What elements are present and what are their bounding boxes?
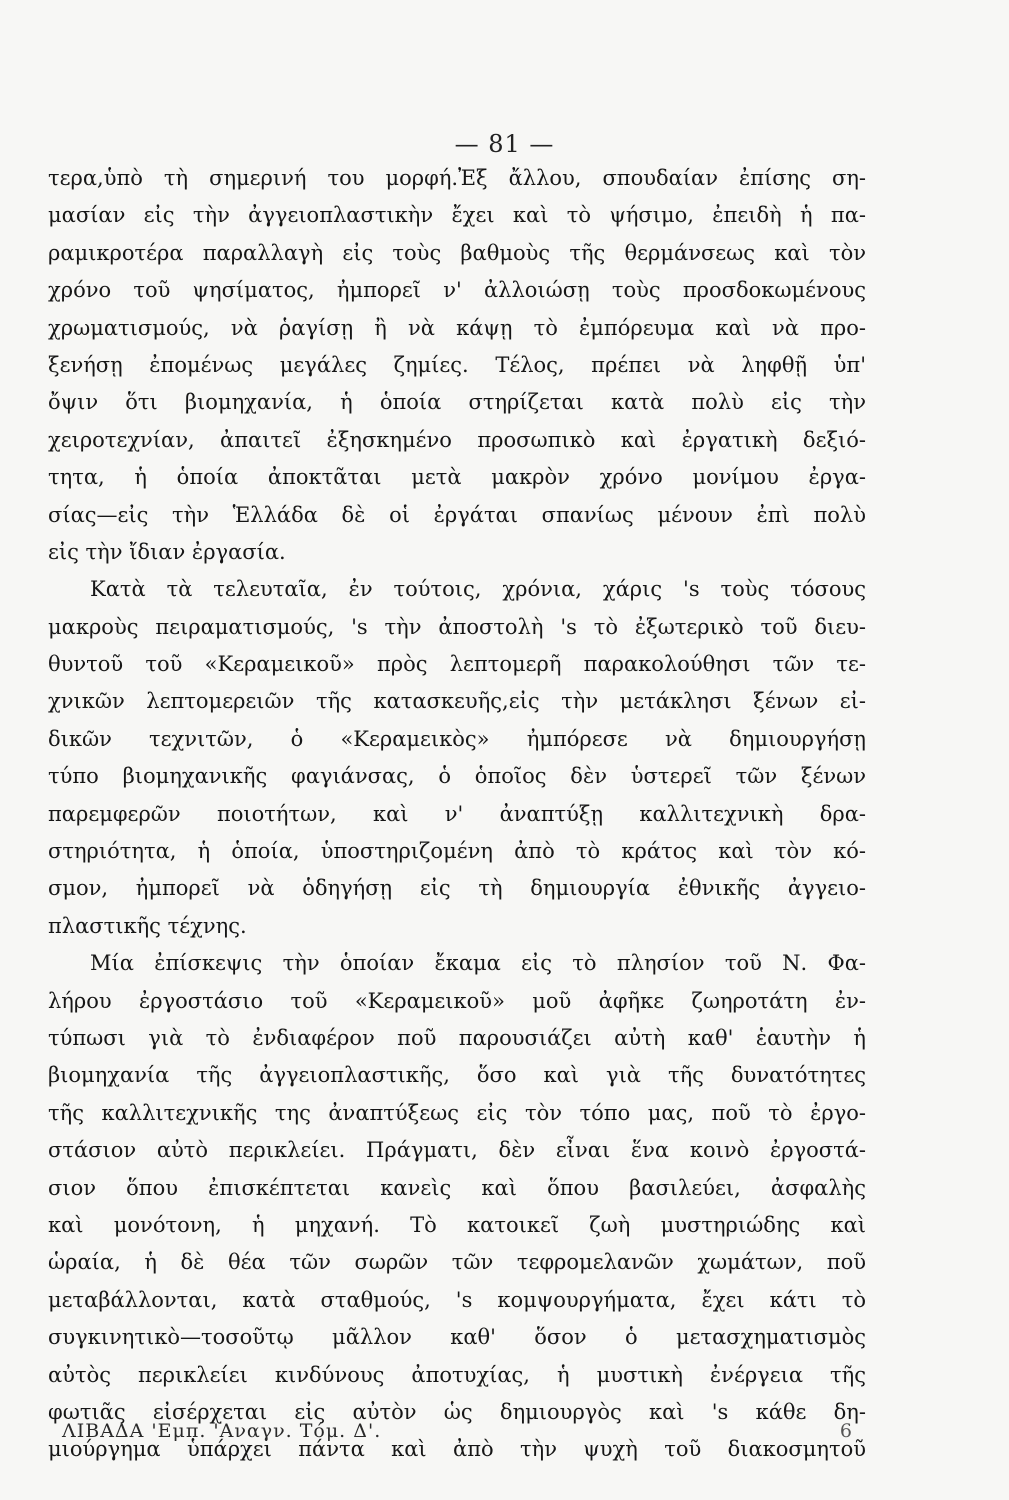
page-number: — 81 —	[454, 130, 555, 158]
text-line: χρωματισμούς, νὰ ῥαγίσῃ ἢ νὰ κάψῃ τὸ ἐμπόρευμα καὶ νὰ προ-	[48, 315, 866, 340]
footer-signature: ΛΙΒΑΔΑ 'Εμπ. 'Αναγν. Τόμ. Δ'.	[62, 1420, 382, 1442]
text-line: βιομηχανία τῆς ἀγγειοπλαστικῆς, ὅσο καὶ γιὰ τῆς δυνατότητες	[48, 1063, 866, 1088]
text-line: εἰς τὴν ἴδιαν ἐργασία.	[48, 539, 286, 564]
text-line: φωτιᾶς εἰσέρχεται εἰς αὐτὸν ὡς δημιουργὸς καὶ 's κάθε δη-	[48, 1399, 866, 1424]
text-line: σιον ὅπου ἐπισκέπτεται κανεὶς καὶ ὅπου βασιλεύει, ἀσφαλὴς	[48, 1175, 866, 1200]
text-line: σμον, ἠμπορεῖ νὰ ὁδηγήσῃ εἰς τὴ δημιουργία ἐθνικῆς ἀγγειο-	[48, 876, 866, 901]
text-line: συγκινητικὸ—τοσοῦτῳ μᾶλλον καθ' ὅσον ὁ μετασχηματισμὸς	[48, 1325, 866, 1350]
text-line: τύπωσι γιὰ τὸ ἐνδιαφέρον ποῦ παρουσιάζει αὐτὴ καθ' ἑαυτὴν ἡ	[48, 1025, 866, 1050]
text-line: μασίαν εἰς τὴν ἀγγειοπλαστικὴν ἔχει καὶ τὸ ψήσιμο, ἐπειδὴ ἡ πα-	[48, 203, 866, 228]
text-line: τητα, ἡ ὁποία ἀποκτᾶται μετὰ μακρὸν χρόνο μονίμου ἐργα-	[48, 465, 866, 490]
paragraph-start-line: Κατὰ τὰ τελευταῖα, ἐν τούτοις, χρόνια, χάρις 's τοὺς τόσους	[90, 577, 866, 602]
text-line: μεταβάλλονται, κατὰ σταθμούς, 's κομψουργήματα, ἔχει κάτι τὸ	[48, 1287, 866, 1312]
paragraph-start-line: Μία ἐπίσκεψις τὴν ὁποίαν ἔκαμα εἰς τὸ πλησίον τοῦ Ν. Φα-	[90, 951, 866, 976]
text-line: πλαστικῆς τέχνης.	[48, 913, 247, 938]
text-line: τῆς καλλιτεχνικῆς της ἀναπτύξεως εἰς τὸν τόπο μας, ποῦ τὸ ἐργο-	[48, 1100, 866, 1125]
text-line: χειροτεχνίαν, ἀπαιτεῖ ἐξησκημένο προσωπικὸ καὶ ἐργατικὴ δεξιό-	[48, 427, 866, 452]
text-line: θυντοῦ τοῦ «Κεραμεικοῦ» πρὸς λεπτομερῆ παρακολούθησι τῶν τε-	[48, 652, 866, 677]
text-line: ὄψιν ὅτι βιομηχανία, ἡ ὁποία στηρίζεται κατὰ πολὺ εἰς τὴν	[48, 390, 866, 415]
text-line: χρόνο τοῦ ψησίματος, ἠμπορεῖ ν' ἀλλοιώσῃ τοὺς προσδοκωμένους	[48, 278, 866, 303]
text-line: δικῶν τεχνιτῶν, ὁ «Κεραμεικὸς» ἠμπόρεσε νὰ δημιουργήσῃ	[48, 726, 866, 751]
text-line: μιούργημα ὑπάρχει πάντα καὶ ἀπὸ τὴν ψυχὴ τοῦ διακοσμητοῦ	[48, 1437, 866, 1462]
text-line: ὡραία, ἡ δὲ θέα τῶν σωρῶν τῶν τεφρομελανῶν χωμάτων, ποῦ	[48, 1250, 866, 1275]
text-line: στάσιον αὐτὸ περικλείει. Πράγματι, δὲν εἶναι ἕνα κοινὸ ἐργοστά-	[48, 1138, 866, 1163]
body-text	[48, 160, 866, 1469]
text-line: ξενήσῃ ἐπομένως μεγάλες ζημίες. Τέλος, πρέπει νὰ ληφθῇ ὑπ'	[48, 352, 866, 377]
text-line: τύπο βιομηχανικῆς φαγιάνσας, ὁ ὁποῖος δὲν ὑστερεῖ τῶν ξένων	[48, 764, 866, 789]
text-line: σίας—εἰς τὴν Ἑλλάδα δὲ οἱ ἐργάται σπανίως μένουν ἐπὶ πολὺ	[48, 502, 866, 527]
footer-sheet-number: 6	[839, 1420, 852, 1442]
text-line: μακροὺς πειραματισμούς, 's τὴν ἀποστολὴ 's τὸ ἐξωτερικὸ τοῦ διευ-	[48, 614, 866, 639]
text-line: τερα,ὑπὸ τὴ σημερινή του μορφή.Ἐξ ἄλλου, σπουδαίαν ἐπίσης ση-	[48, 166, 866, 190]
text-line: ραμικροτέρα παραλλαγὴ εἰς τοὺς βαθμοὺς τῆς θερμάνσεως καὶ τὸν	[48, 240, 866, 265]
text-line: χνικῶν λεπτομερειῶν τῆς κατασκευῆς,εἰς τὴν μετάκλησι ξένων εἰ-	[48, 689, 866, 714]
text-line: λήρου ἐργοστάσιο τοῦ «Κεραμεικοῦ» μοῦ ἀφῆκε ζωηροτάτη ἐν-	[48, 988, 866, 1013]
text-line: αὐτὸς περικλείει κινδύνους ἀποτυχίας, ἡ μυστικὴ ἐνέργεια τῆς	[48, 1362, 866, 1387]
text-line: στηριότητα, ἡ ὁποία, ὑποστηριζομένη ἀπὸ τὸ κράτος καὶ τὸν κό-	[48, 839, 866, 864]
text-line: καὶ μονότονη, ἡ μηχανή. Τὸ κατοικεῖ ζωὴ μυστηριώδης καὶ	[48, 1212, 866, 1237]
text-line: παρεμφερῶν ποιοτήτων, καὶ ν' ἀναπτύξῃ καλλιτεχνικὴ δρα-	[48, 801, 866, 826]
